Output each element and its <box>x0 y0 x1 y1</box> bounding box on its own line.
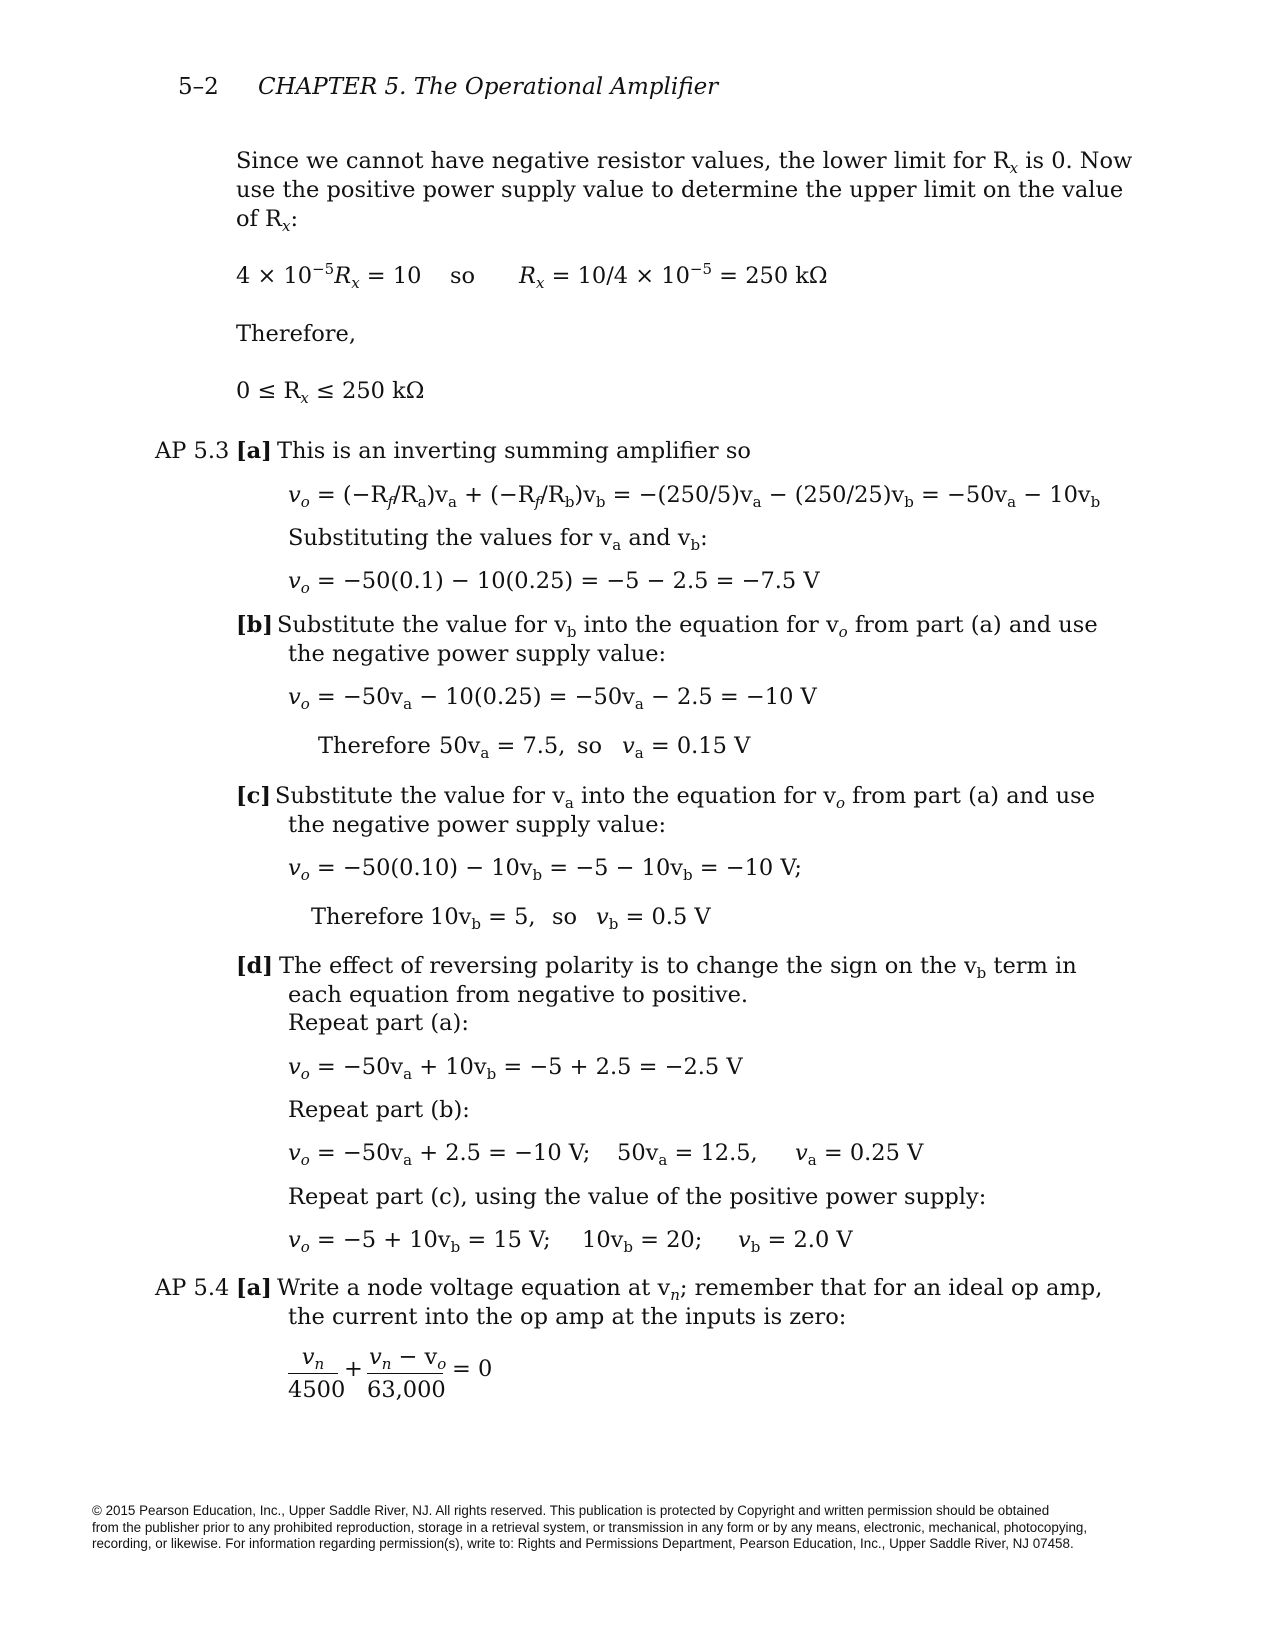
intro-line-1: Since we cannot have negative resistor values, the lower limit for $R_x$ is 0. Now <box>236 148 1133 177</box>
ap53-a-substituting: Substituting the values for $v_a$ and $v_b$: <box>288 525 708 554</box>
ap53-label: AP 5.3 <box>155 438 230 464</box>
ap53-b-text-2: the negative power supply value: <box>288 641 667 667</box>
ap53-d-text-4: Repeat part (b): <box>288 1097 470 1123</box>
ap53-d-text-5: Repeat part (c), using the value of the positive power supply: <box>288 1184 987 1210</box>
fraction-2-numerator: $v_n - v_o$ <box>369 1344 447 1373</box>
ap53-d-text-2: each equation from negative to positive. <box>288 982 749 1008</box>
ap53-b-result: $v_a = 0.15$ V <box>622 733 751 762</box>
footer-line-3: recording, or likewise. For information regarding permission(s), write to: Rights and Permissions Department, Pearson Education, Inc., Upper Saddle River, NJ 07458. <box>92 1536 1074 1551</box>
ap53-d-equation-1: $v_o = -50v_a + 10v_b = -5 + 2.5 = -2.5$ V <box>288 1054 743 1083</box>
page-number: 5–2 <box>178 74 219 100</box>
ap54-equals-zero: = 0 <box>452 1356 493 1382</box>
ap54-label: AP 5.4 <box>155 1275 230 1301</box>
ap53-c-tag: [c] <box>236 783 271 809</box>
ap53-c-so: so <box>552 904 578 930</box>
fraction-2-denominator: 63,000 <box>367 1376 446 1403</box>
equation-so: so <box>450 263 476 289</box>
chapter-title: CHAPTER 5. The Operational Amplifier <box>258 74 719 100</box>
copyright-footer <box>92 1503 1202 1553</box>
ap53-c-result: $v_b = 0.5$ V <box>596 904 711 933</box>
ap53-c-equation-2: $10v_b = 5$, <box>430 904 536 933</box>
ap53-a-tag: [a] <box>236 438 272 464</box>
ap53-d-equation-2b: $50v_a = 12.5$, <box>617 1140 758 1169</box>
ap53-c-text-1: Substitute the value for $v_a$ into the equation for $v_o$ from part (a) and use <box>275 783 1096 812</box>
ap53-a-equation-2: $v_o = -50(0.1) - 10(0.25) = -5 - 2.5 = -7.5$ V <box>288 568 820 597</box>
ap53-b-therefore: Therefore <box>318 733 431 759</box>
ap53-d-text-3: Repeat part (a): <box>288 1010 469 1036</box>
ap53-b-text-1: Substitute the value for $v_b$ into the equation for $v_o$ from part (a) and use <box>277 612 1098 641</box>
ap53-d-text-1: The effect of reversing polarity is to change the sign on the $v_b$ term in <box>279 953 1077 982</box>
rx-range: $0 \le R_x \le 250$ kΩ <box>236 378 425 407</box>
equation-rx-rhs: $R_x = 10/4 \times 10^{-5} = 250$ kΩ <box>519 260 828 292</box>
ap53-c-therefore: Therefore <box>311 904 424 930</box>
ap54-plus: + <box>344 1356 363 1382</box>
ap53-d-equation-3c: $v_b = 2.0$ V <box>738 1227 853 1256</box>
therefore-text: Therefore, <box>236 321 356 347</box>
ap53-d-equation-3: $v_o = -5 + 10v_b = 15$ V; <box>288 1227 551 1256</box>
ap53-a-text: This is an inverting summing amplifier so <box>277 438 751 464</box>
ap53-d-tag: [d] <box>236 953 274 979</box>
fraction-1-denominator: 4500 <box>288 1376 346 1403</box>
fraction-1-numerator: $v_n$ <box>301 1344 325 1373</box>
ap53-d-equation-2c: $v_a = 0.25$ V <box>795 1140 924 1169</box>
ap53-b-so: so <box>577 733 603 759</box>
ap53-d-equation-2: $v_o = -50v_a + 2.5 = -10$ V; <box>288 1140 591 1169</box>
ap54-fraction-1 <box>288 1344 346 1403</box>
ap54-a-text-2: the current into the op amp at the inputs is zero: <box>288 1304 847 1330</box>
equation-rx-lhs: $4 \times 10^{-5}R_x = 10$ <box>236 260 422 292</box>
footer-line-1: © 2015 Pearson Education, Inc., Upper Saddle River, NJ. All rights reserved. This publication is protected by Copyright and written permission should be obtained <box>92 1503 1050 1518</box>
ap53-b-tag: [b] <box>236 612 274 638</box>
ap54-a-tag: [a] <box>236 1275 272 1301</box>
ap53-a-equation-1: $v_o = (-R_f/R_a)v_a + (-R_f/R_b)v_b = -(250/5)v_a - (250/25)v_b = -50v_a - 10v_b$ <box>288 482 1101 511</box>
intro-line-2: use the positive power supply value to determine the upper limit on the value <box>236 177 1124 203</box>
ap53-b-equation-1: $v_o = -50v_a - 10(0.25) = -50v_a - 2.5 = -10$ V <box>288 684 817 713</box>
footer-line-2: from the publisher prior to any prohibited reproduction, storage in a retrieval system, or transmission in any form or by any means, electronic, mechanical, photocopying, <box>92 1519 1088 1535</box>
ap53-b-equation-2: $50v_a = 7.5$, <box>439 733 566 762</box>
ap54-fraction-2 <box>367 1344 447 1403</box>
ap53-c-equation-1: $v_o = -50(0.10) - 10v_b = -5 - 10v_b = -10$ V; <box>288 855 802 884</box>
ap54-a-text-1: Write a node voltage equation at $v_n$; remember that for an ideal op amp, <box>277 1275 1103 1304</box>
intro-line-3: of $R_x$: <box>236 206 299 235</box>
ap53-c-text-2: the negative power supply value: <box>288 812 667 838</box>
ap53-d-equation-3b: $10v_b = 20$; <box>582 1227 703 1256</box>
